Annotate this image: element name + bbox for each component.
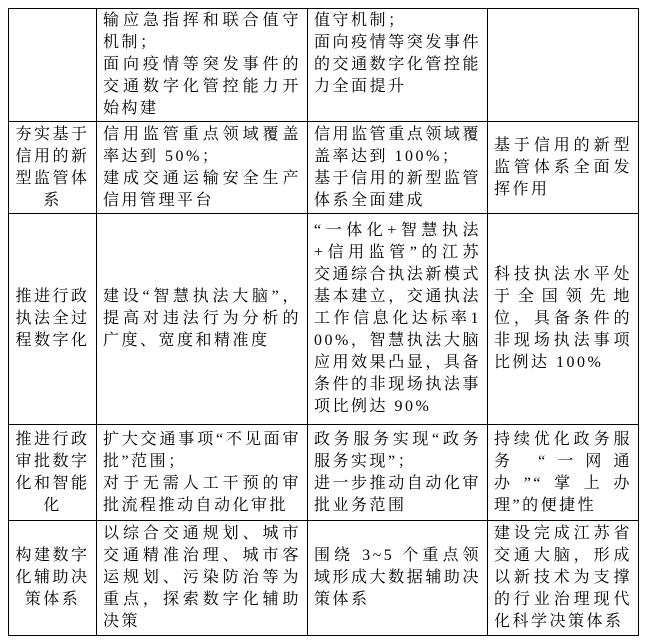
cell-paragraph: 对于无需人工干预的审批流程推动自动化审批 [103, 474, 301, 514]
cell-paragraph: 围绕 3~5 个重点领域形成大数据辅助决策体系 [314, 547, 481, 608]
cell-paragraph: 进一步推动自动化审批业务范围 [314, 474, 481, 514]
content-cell [488, 122, 639, 214]
content-cell [308, 9, 488, 122]
cell-paragraph: 持续优化政务服务 “一网通办”“掌上办理”的便捷性 [494, 430, 632, 514]
cell-paragraph: 构建数字化辅助决策体系 [15, 547, 90, 608]
content-cell [97, 9, 308, 122]
category-cell [9, 521, 97, 636]
cell-paragraph: 信用监管重点领域覆盖率达到 50%； [103, 125, 301, 165]
category-cell [9, 122, 97, 214]
cell-paragraph: 扩大交通事项“不见面审批”范围； [103, 430, 301, 470]
cell-paragraph: 推进行政执法全过程数字化 [15, 288, 90, 349]
cell-paragraph: “一体化+智慧执法+信用监管”的江苏交通综合执法新模式基本建立，交通执法工作信息化达标率100%，智慧执法大脑应用效果凸显，具备条件的非现场执法事项比例达 90% [314, 222, 481, 415]
cell-paragraph: 推进行政审批数字化和智能化 [15, 430, 90, 514]
content-cell [488, 214, 639, 425]
content-cell [488, 521, 639, 636]
content-cell [308, 521, 488, 636]
cell-paragraph: 输应急指挥和联合值守机制； [103, 12, 301, 51]
cell-paragraph: 基于信用的新型监管体系全面建成 [314, 169, 481, 209]
content-cell [488, 425, 639, 521]
content-cell [488, 9, 639, 122]
table-row [9, 214, 639, 425]
table-row [9, 425, 639, 521]
cell-paragraph: 政务服务实现“政务服务实现”； [314, 430, 481, 470]
cell-paragraph: 以综合交通规划、城市交通精准治理、城市客运规划、污染防治等为重点，探索数字化辅助决策 [103, 525, 301, 630]
cell-paragraph: 信用监管重点领域覆盖率达到 100%； [314, 125, 481, 165]
cell-paragraph: 基于信用的新型监管体系全面发挥作用 [494, 136, 632, 198]
category-cell [9, 214, 97, 425]
cell-paragraph: 夯实基于信用的新型监管体系 [15, 125, 90, 209]
cell-paragraph: 建设“智慧执法大脑”，提高对违法行为分析的广度、宽度和精准度 [103, 288, 301, 349]
content-cell [97, 214, 308, 425]
table-row [9, 9, 639, 122]
content-cell [308, 425, 488, 521]
cell-paragraph: 建成交通运输安全生产信用管理平台 [103, 169, 301, 209]
content-cell [97, 521, 308, 636]
category-cell [9, 9, 97, 122]
content-cell [308, 122, 488, 214]
content-cell [308, 214, 488, 425]
cell-paragraph: 建设完成江苏省交通大脑，形成以新技术为支撑的行业治理现代化科学决策体系 [494, 525, 632, 630]
cell-paragraph: 科技执法水平处于全国领先地位，具备条件的非现场执法事项比例达 100% [494, 266, 632, 371]
category-cell [9, 425, 97, 521]
planning-goals-table [8, 8, 639, 636]
table-row [9, 521, 639, 636]
table-row [9, 122, 639, 214]
cell-paragraph: 面向疫情等突发事件的交通数字化管控能力开始构建 [103, 56, 301, 117]
content-cell [97, 425, 308, 521]
cell-paragraph: 面向疫情等突发事件的交通数字化管控能力全面提升 [314, 34, 481, 95]
cell-paragraph: 值守机制； [314, 12, 407, 29]
content-cell [97, 122, 308, 214]
